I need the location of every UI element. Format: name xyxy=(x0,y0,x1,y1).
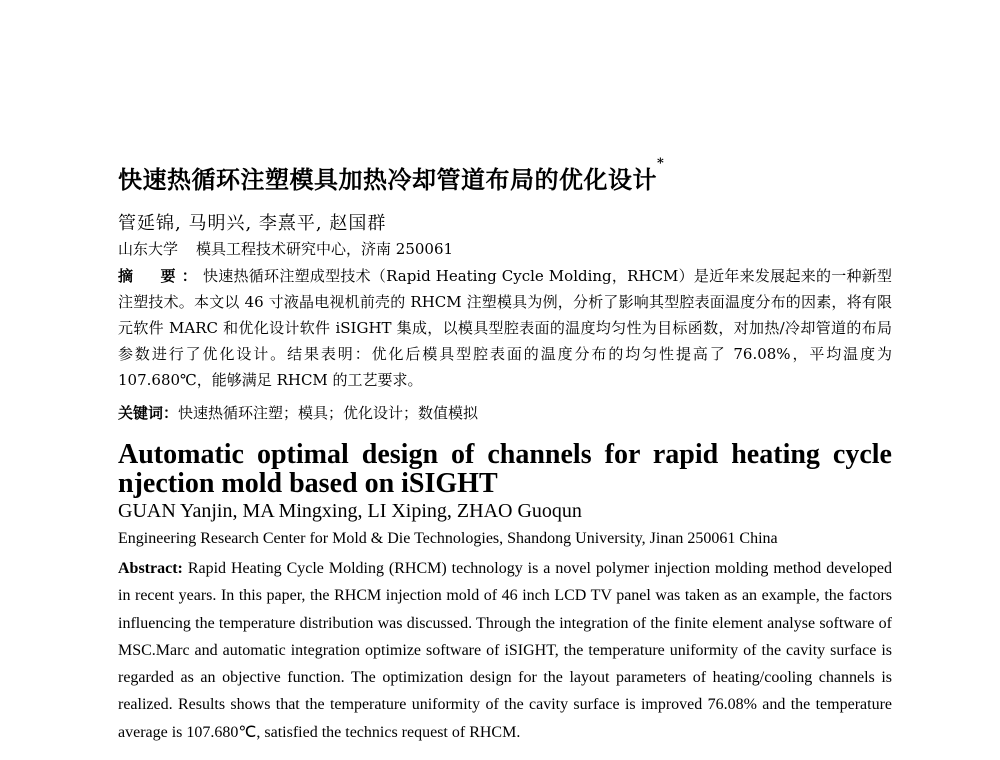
chinese-abstract-text: 快速热循环注塑成型技术（Rapid Heating Cycle Molding，RHCM）是近年来发展起来的一种新型注塑技术。本文以 46 寸液晶电视机前壳的 RHCM 注塑模具为例，分析了影响其型腔表面温度分布的因素，将有限元软件 MARC 和优化设计软件 iSIGHT 集成，以模具型腔表面的温度均匀性为目标函数，对加热/冷却管道的布局参数进行了优化设计。结果表明：优化后模具型腔表面的温度分布的均匀性提高了 76.08%，平均温度为 107.680℃，能够满足 RHCM 的工艺要求。 xyxy=(118,267,892,389)
paper-page xyxy=(118,0,892,760)
chinese-keywords xyxy=(118,402,478,423)
english-authors: GUAN Yanjin, MA Mingxing, LI Xiping, ZHAO Guoqun xyxy=(118,500,582,522)
english-affiliation: Engineering Research Center for Mold & Die Technologies, Shandong University, Jinan 250061 China xyxy=(118,530,778,547)
chinese-authors: 管延锦, 马明兴, 李熹平, 赵国群 xyxy=(118,213,387,234)
english-title: Automatic optimal design of channels for rapid heating cycle njection mold based on iSIGHT xyxy=(118,439,892,499)
chinese-affiliation-rest: 模具工程技术研究中心，济南 250061 xyxy=(196,240,454,258)
chinese-title-text: 快速热循环注塑模具加热冷却管道布局的优化设计 xyxy=(118,165,657,194)
chinese-abstract-label: 摘 要： xyxy=(118,267,204,285)
english-abstract-label: Abstract: xyxy=(118,560,183,577)
title-footnote-mark: * xyxy=(657,156,665,171)
chinese-keywords-text: 快速热循环注塑；模具；优化设计；数值模拟 xyxy=(178,404,479,422)
english-abstract-text: Rapid Heating Cycle Molding (RHCM) technology is a novel polymer injection molding method developed in recent years. In this paper, the RHCM injection mold of 46 inch LCD TV panel was taken as an example, the factors influencing the temperature distribution was discussed. Through the integration of the finite element analyse software of MSC.Marc and automatic integration optimize software of iSIGHT, the temperature uniformity of the cavity surface is regarded as an objective function. The optimization design for the layout parameters of heating/cooling channels is realized. Results shows that the temperature uniformity of the cavity surface is improved 76.08% and the temperature average is 107.680℃, satisfied the technics request of RHCM. xyxy=(118,560,892,741)
chinese-title xyxy=(118,156,665,195)
chinese-affiliation xyxy=(118,238,453,259)
chinese-keywords-label: 关键词： xyxy=(118,404,179,422)
english-abstract xyxy=(118,555,892,746)
chinese-abstract xyxy=(118,263,892,393)
chinese-affiliation-org: 山东大学 xyxy=(118,240,179,258)
